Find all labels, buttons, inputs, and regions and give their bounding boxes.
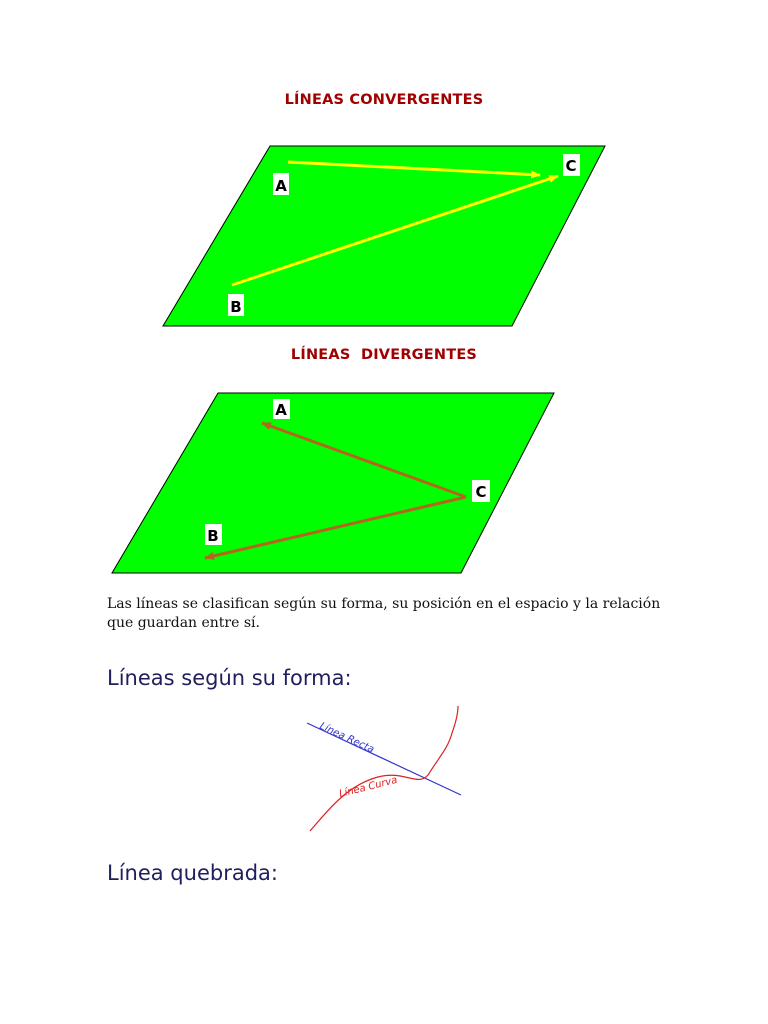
heading-lineas-segun-forma: Líneas según su forma: (107, 666, 352, 690)
label-a-text: A (275, 401, 287, 419)
label-a-div (273, 399, 290, 419)
label-b-text: B (207, 527, 219, 545)
title-lineas-convergentes: LÍNEAS CONVERGENTES (284, 92, 484, 108)
label-b-conv (228, 294, 244, 316)
linea-curva-label: Línea Curva (338, 774, 399, 800)
figure-lineas-segun-forma (307, 706, 461, 831)
label-a-text: A (275, 177, 287, 195)
linea-recta-label: Línea Recta (317, 720, 376, 756)
label-c-conv (563, 154, 580, 176)
heading-linea-quebrada: Línea quebrada: (107, 861, 278, 885)
label-c-text: C (475, 483, 487, 501)
label-c-text: C (565, 157, 577, 175)
title-lineas-divergentes: LÍNEAS DIVERGENTES (290, 347, 478, 363)
label-b-div (205, 524, 222, 545)
intro-paragraph: Las líneas se clasifican según su forma, su posición en el espacio y la relación que guardan entre sí. (107, 596, 661, 631)
label-c-div (472, 480, 490, 502)
label-a-conv (273, 173, 289, 195)
label-b-text: B (230, 298, 242, 316)
